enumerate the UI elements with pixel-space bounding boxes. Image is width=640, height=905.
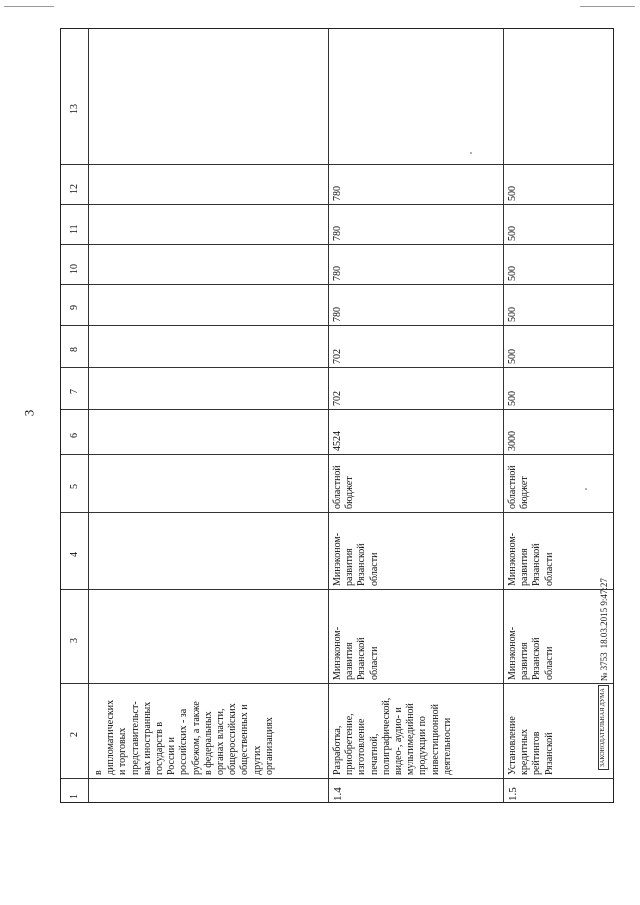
page-number: 3 [21, 409, 37, 417]
row-2-value-7: 702 [332, 391, 343, 406]
row-3-value-11: 500 [507, 226, 518, 241]
scan-mark [580, 6, 635, 7]
row-2-executor: Минэконом- развития Рязанской области [332, 532, 380, 586]
registration-number: № 3753 [598, 652, 609, 682]
row-3-value-6: 3000 [507, 431, 518, 451]
row-1-name: в дипломатических и торговых представительст- вах иностранных государств в России и российских - за рубежом, а также в федеральных органах власти, общероссийских общественных и других организациях [93, 699, 275, 775]
col-divider-8 [61, 325, 613, 326]
column-header-3: 3 [69, 638, 80, 643]
duma-logo: ЗАКОНОДАТЕЛЬНАЯ ДУМА [598, 685, 609, 770]
column-header-7: 7 [69, 389, 80, 394]
row-2-value-10: 780 [332, 266, 343, 281]
row-3-value-9: 500 [507, 307, 518, 322]
column-header-2: 2 [69, 732, 80, 737]
column-header-9: 9 [69, 305, 80, 310]
column-header-4: 4 [69, 552, 80, 557]
scan-mark [585, 488, 587, 490]
row-3-value-10: 500 [507, 266, 518, 281]
row-2-number: 1.4 [332, 787, 344, 801]
col-divider-12 [61, 164, 613, 165]
row-3-name: Установление кредитных рейтингов Рязанской [507, 716, 555, 775]
column-header-12: 12 [69, 184, 80, 194]
row-3-value-7: 500 [507, 391, 518, 406]
row-2-value-12: 780 [332, 186, 343, 201]
column-header-6: 6 [69, 433, 80, 438]
column-header-11: 11 [69, 224, 80, 234]
column-header-13: 13 [69, 104, 80, 114]
row-3-executor: Минэконом- развития Рязанской области [507, 532, 555, 586]
row-divider-1 [328, 29, 329, 802]
row-3-responsible: Минэконом- развития Рязанской области [507, 626, 555, 680]
row-2-value-11: 780 [332, 226, 343, 241]
header-row-divider [88, 29, 89, 802]
col-divider-9 [61, 284, 613, 285]
registration-timestamp: 18.03.2015 9:47:27 [598, 578, 609, 649]
column-header-5: 5 [69, 484, 80, 489]
column-header-10: 10 [69, 264, 80, 274]
row-2-value-8: 702 [332, 349, 343, 364]
col-divider-1 [61, 778, 613, 779]
col-divider-6 [61, 409, 613, 410]
scan-mark [4, 6, 54, 7]
col-divider-10 [61, 244, 613, 245]
scan-mark [470, 152, 472, 154]
row-3-value-12: 500 [507, 186, 518, 201]
column-header-1: 1 [69, 794, 80, 799]
row-3-number: 1.5 [507, 787, 519, 801]
column-header-8: 8 [69, 347, 80, 352]
row-2-source: областной бюджет [332, 465, 356, 509]
registration-stamp [598, 578, 609, 770]
row-3-source: областной бюджет [507, 465, 531, 509]
col-divider-7 [61, 367, 613, 368]
row-3-value-8: 500 [507, 349, 518, 364]
row-divider-2 [503, 29, 504, 802]
row-2-responsible: Минэконом- развития Рязанской области [332, 626, 380, 680]
data-table [60, 28, 614, 803]
col-divider-11 [61, 204, 613, 205]
row-2-value-9: 780 [332, 307, 343, 322]
row-2-name: Разработка, приобретение, изготовление печатной, полиграфической, видео-, аудио- и мультимедийной продукции по инвестиционной деятельности [332, 697, 453, 775]
row-2-value-6: 4524 [332, 431, 343, 451]
